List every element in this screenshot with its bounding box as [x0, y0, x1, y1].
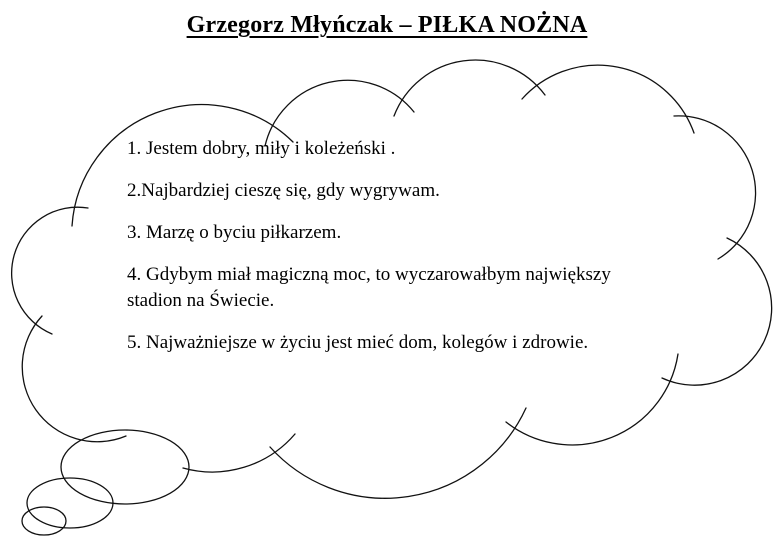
- page-title: Grzegorz Młyńczak – PIŁKA NOŻNA: [186, 12, 588, 38]
- cloud-bump-bottom-left: [183, 434, 295, 472]
- thought-trail-bubble-large: [61, 430, 189, 504]
- thought-item-3: 3. Marzę o byciu piłkarzem.: [127, 222, 342, 243]
- cloud-bump-bottom-middle: [270, 408, 526, 498]
- thought-item-4: 4. Gdybym miał magiczną moc, to wyczarowałbym największy stadion na Świecie.: [127, 264, 611, 311]
- thought-trail-bubble-small: [22, 507, 66, 535]
- thought-item-1: 1. Jestem dobry, miły i koleżeński .: [127, 138, 396, 159]
- cloud-bump-right-lower: [662, 238, 772, 385]
- cloud-bump-left-upper: [12, 207, 88, 334]
- cloud-bump-top-3: [394, 60, 545, 116]
- thought-bubble-text: [127, 136, 659, 372]
- thought-item-5: 5. Najważniejsze w życiu jest mieć dom, kolegów i zdrowie.: [127, 332, 589, 353]
- cloud-bump-right-upper: [674, 116, 756, 259]
- cloud-bump-left-lower: [22, 316, 126, 442]
- cloud-bump-top-4: [522, 65, 694, 133]
- thought-item-2: 2.Najbardziej cieszę się, gdy wygrywam.: [127, 180, 440, 201]
